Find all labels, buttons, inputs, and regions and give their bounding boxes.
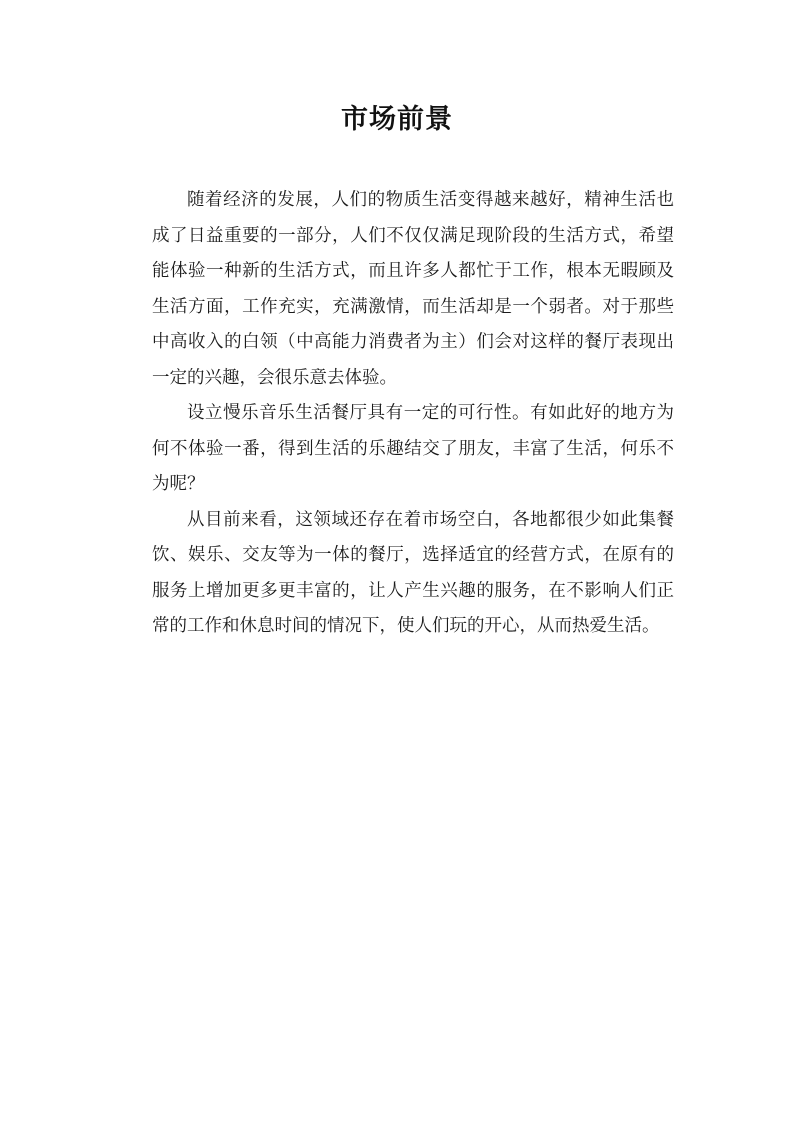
paragraph-1: 随着经济的发展，人们的物质生活变得越来越好，精神生活也成了日益重要的一部分，人们不仅仅满足现阶段的生活方式，希望能体验一种新的生活方式，而且许多人都忙于工作，根本无暇顾及生活方面，工作充实，充满激情，而生活却是一个弱者。对于那些中高收入的白领（中高能力消费者为主）们会对这样的餐厅表现出一定的兴趣，会很乐意去体验。 [152, 190, 674, 388]
document-body [152, 183, 674, 645]
page-title: 市场前景 [341, 104, 453, 135]
paragraph-2: 设立慢乐音乐生活餐厅具有一定的可行性。有如此好的地方为何不体验一番，得到生活的乐趣结交了朋友，丰富了生活，何乐不为呢？ [152, 403, 674, 494]
paragraph-3: 从目前来看，这领域还存在着市场空白，各地都很少如此集餐饮、娱乐、交友等为一体的餐厅，选择适宜的经营方式，在原有的服务上增加更多更丰富的，让人产生兴趣的服务，在不影响人们正常的工作和休息时间的情况下，使人们玩的开心，从而热爱生活。 [152, 509, 674, 636]
